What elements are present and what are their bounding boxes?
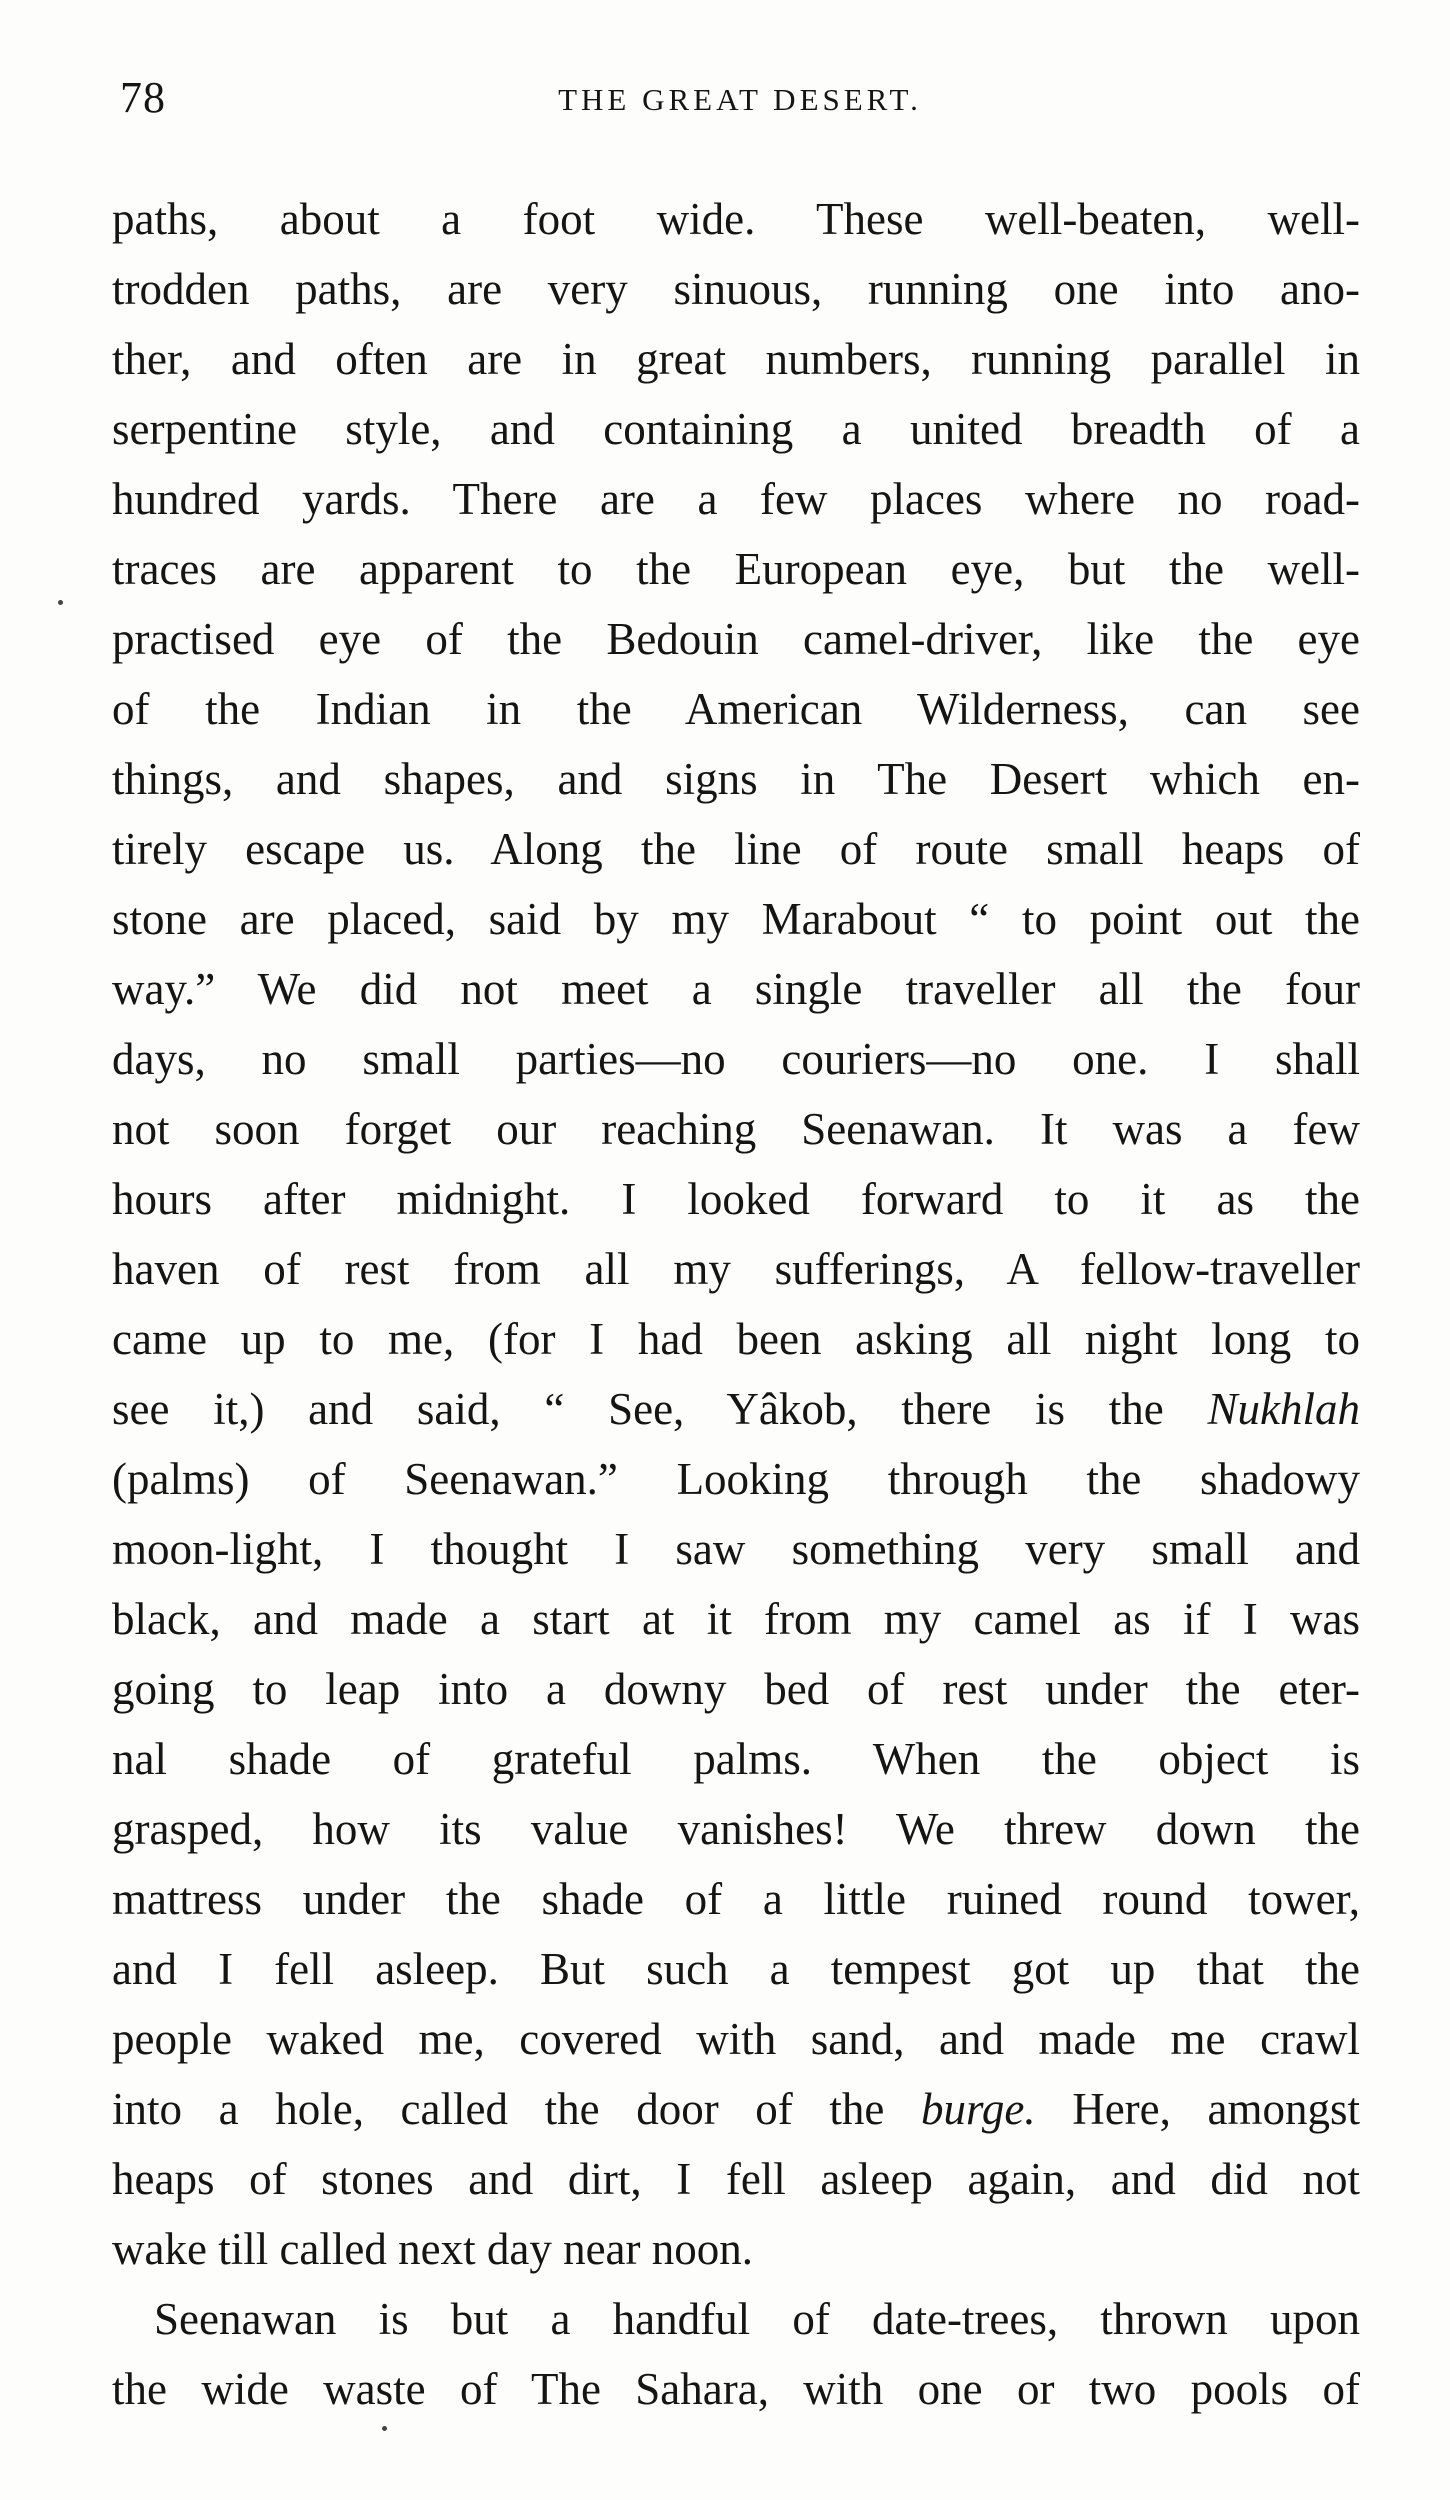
running-head xyxy=(120,72,1360,132)
text-line: and I fell asleep. But such a tempest got up that the xyxy=(112,1944,1360,1994)
page-number: 78 xyxy=(120,73,166,122)
text-line-with-italic xyxy=(112,1374,1360,1444)
line-text: Here, amongst xyxy=(1035,2084,1360,2134)
text-line: going to leap into a downy bed of rest under the eter- xyxy=(112,1664,1360,1714)
text-line: the wide waste of The Sahara, with one or two pools of xyxy=(112,2364,1360,2414)
text-line: heaps of stones and dirt, I fell asleep again, and did not xyxy=(112,2154,1360,2204)
text-line: trodden paths, are very sinuous, running one into ano- xyxy=(112,264,1360,314)
text-line: came up to me, (for I had been asking all night long to xyxy=(112,1314,1360,1364)
text-line: of the Indian in the American Wilderness, can see xyxy=(112,684,1360,734)
ink-speck xyxy=(382,2426,387,2431)
text-line: haven of rest from all my sufferings, A fellow-traveller xyxy=(112,1244,1360,1294)
text-line: serpentine style, and containing a united breadth of a xyxy=(112,404,1360,454)
text-line: traces are apparent to the European eye, but the well- xyxy=(112,544,1360,594)
text-line: hundred yards. There are a few places where no road- xyxy=(112,474,1360,524)
running-title: THE GREAT DESERT. xyxy=(558,82,922,117)
italic-word: burge. xyxy=(921,2084,1036,2134)
text-line: (palms) of Seenawan.” Looking through the shadowy xyxy=(112,1454,1360,1504)
text-line: tirely escape us. Along the line of route small heaps of xyxy=(112,824,1360,874)
text-line: moon-light, I thought I saw something very small and xyxy=(112,1524,1360,1574)
line-text: into a hole, called the door of the xyxy=(112,2084,921,2134)
text-line: people waked me, covered with sand, and made me crawl xyxy=(112,2014,1360,2064)
text-line: things, and shapes, and signs in The Desert which en- xyxy=(112,754,1360,804)
body-text xyxy=(112,184,1360,2424)
text-line: hours after midnight. I looked forward to it as the xyxy=(112,1174,1360,1224)
text-line: ther, and often are in great numbers, running parallel in xyxy=(112,334,1360,384)
paragraph-1 xyxy=(112,184,1360,2284)
line-text: see it,) and said, “ See, Yâkob, there is the xyxy=(112,1384,1208,1434)
text-line: grasped, how its value vanishes! We threw down the xyxy=(112,1804,1360,1854)
text-line: nal shade of grateful palms. When the object is xyxy=(112,1734,1360,1784)
text-line: black, and made a start at it from my camel as if I was xyxy=(112,1594,1360,1644)
text-line: Seenawan is but a handful of date-trees, thrown upon xyxy=(154,2294,1360,2344)
text-line: not soon forget our reaching Seenawan. It was a few xyxy=(112,1104,1360,1154)
text-line: paths, about a foot wide. These well-beaten, well- xyxy=(112,194,1360,244)
italic-word: Nukhlah xyxy=(1207,1384,1360,1434)
text-line-with-italic xyxy=(112,2074,1360,2144)
text-line: days, no small parties—no couriers—no one. I shall xyxy=(112,1034,1360,1084)
ink-speck xyxy=(58,600,63,605)
text-line: practised eye of the Bedouin camel-driver, like the eye xyxy=(112,614,1360,664)
paragraph-2 xyxy=(112,2284,1360,2424)
text-line: mattress under the shade of a little ruined round tower, xyxy=(112,1874,1360,1924)
text-line: stone are placed, said by my Marabout “ to point out the xyxy=(112,894,1360,944)
text-line: wake till called next day near noon. xyxy=(112,2224,754,2274)
text-line: way.” We did not meet a single traveller all the four xyxy=(112,964,1360,1014)
